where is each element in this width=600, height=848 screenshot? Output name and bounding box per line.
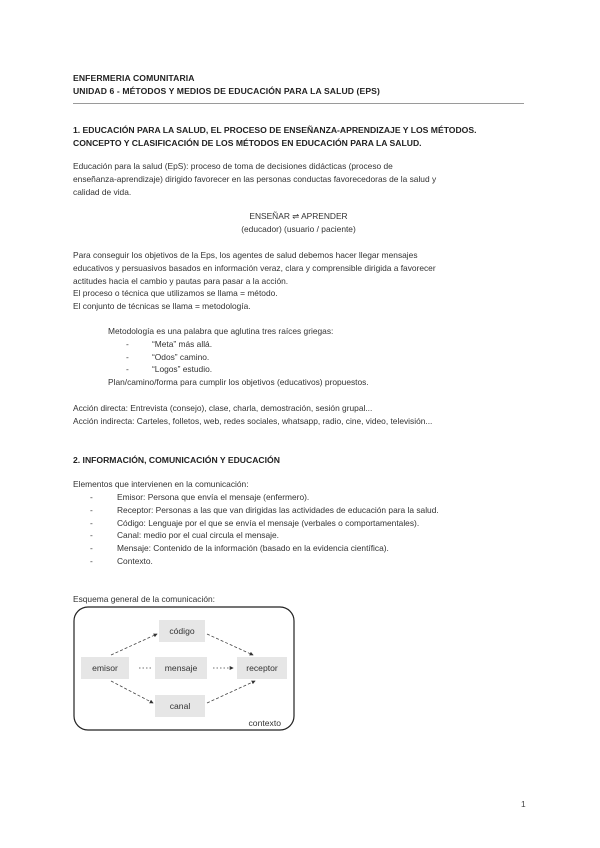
arrow-canal-receptor xyxy=(207,681,255,703)
eps-definition xyxy=(73,160,533,198)
teach-learn-formula xyxy=(73,210,524,236)
root-text: “Meta” más allá. xyxy=(152,338,213,349)
text-line: educativos y persuasivos basados en información veraz, clara y comprensible dirigida a favorecer xyxy=(73,262,436,273)
section2-title: 2. INFORMACIÓN, COMUNICACIÓN Y EDUCACIÓN xyxy=(73,455,280,465)
document-header xyxy=(73,72,380,98)
list-item: - Canal: medio por el cual circula el mensaje. xyxy=(90,530,279,541)
text-line: Educación para la salud (EpS): proceso de toma de decisiones didácticas (proceso de xyxy=(73,161,393,171)
list-item: - “Odos” camino. xyxy=(126,351,210,362)
communication-diagram xyxy=(73,606,295,731)
arrow-emisor-codigo xyxy=(111,634,157,655)
page-number: 1 xyxy=(521,799,526,809)
codigo-label: código xyxy=(169,626,195,636)
element-text: Canal: medio por el cual circula el mensaje. xyxy=(117,530,279,541)
canal-label: canal xyxy=(169,701,191,711)
methodology-block xyxy=(108,325,528,389)
communication-elements-list xyxy=(90,491,530,568)
receptor-label: receptor xyxy=(246,663,278,673)
diagram-title: Esquema general de la comunicación: xyxy=(73,594,215,604)
greek-roots-list xyxy=(108,338,528,376)
list-item: - Mensaje: Contenido de la información (basado en la evidencia científica). xyxy=(90,543,389,554)
methodology-outro: Plan/camino/forma para cumplir los objetivos (educativos) propuestos. xyxy=(108,377,369,388)
section1-title-line: CONCEPTO Y CLASIFICACIÓN DE LOS MÉTODOS EN EDUCACIÓN PARA LA SALUD. xyxy=(73,138,422,148)
text-line: El proceso o técnica que utilizamos se llama = método. xyxy=(73,288,278,299)
list-item: - Código: Lenguaje por el que se envía el mensaje (verbales o comportamentales). xyxy=(90,517,420,528)
contexto-label: contexto xyxy=(248,718,281,728)
element-text: Código: Lenguaje por el que se envía el mensaje (verbales o comportamentales). xyxy=(117,517,420,528)
emisor-label: emisor xyxy=(92,663,118,673)
text-line: El conjunto de técnicas se llama = metodología. xyxy=(73,301,251,312)
root-text: “Logos” estudio. xyxy=(152,364,213,375)
text-line: enseñanza-aprendizaje) dirigido favorecer en las personas conductas favorecedoras de la salud y xyxy=(73,173,437,184)
list-item: - “Meta” más allá. xyxy=(126,338,213,349)
mensaje-label: mensaje xyxy=(164,663,198,673)
formula-line: ENSEÑAR ⇌ APRENDER xyxy=(249,211,348,221)
list-item: - Contexto. xyxy=(90,555,153,566)
header-divider xyxy=(73,103,524,104)
list-item: - Emisor: Persona que envía el mensaje (enfermero). xyxy=(90,492,310,502)
text-line: actitudes hacia el cambio y pautas para pasar a la acción. xyxy=(73,275,289,286)
unit-title: UNIDAD 6 - MÉTODOS Y MEDIOS DE EDUCACIÓN PARA LA SALUD (EPS) xyxy=(73,86,380,96)
element-text: Contexto. xyxy=(117,555,153,566)
element-text: Receptor: Personas a las que van dirigidas las actividades de educación para la salud. xyxy=(117,504,439,515)
methodology-intro: Metodología es una palabra que aglutina tres raíces griegas: xyxy=(108,326,334,336)
actions-block xyxy=(73,402,533,428)
formula-roles: (educador) (usuario / paciente) xyxy=(241,223,356,234)
list-item: - Receptor: Personas a las que van dirigidas las actividades de educación para la salud. xyxy=(90,504,439,515)
root-text: “Odos” camino. xyxy=(152,351,210,362)
section1-title xyxy=(73,124,533,150)
text-line: Para conseguir los objetivos de la Eps, los agentes de salud debemos hacer llegar mensajes xyxy=(73,250,418,260)
arrow-codigo-receptor xyxy=(207,634,253,655)
elements-intro: Elementos que intervienen en la comunicación: xyxy=(73,479,249,489)
arrow-emisor-canal xyxy=(111,681,153,703)
list-item: - “Logos” estudio. xyxy=(126,364,213,375)
eps-objectives-paragraph xyxy=(73,249,533,313)
indirect-action: Acción indirecta: Carteles, folletos, web, redes sociales, whatsapp, radio, cine, video, televisión... xyxy=(73,415,433,426)
element-text: Emisor: Persona que envía el mensaje (enfermero). xyxy=(117,492,310,502)
course-title: ENFERMERIA COMUNITARIA xyxy=(73,73,195,83)
direct-action: Acción directa: Entrevista (consejo), clase, charla, demostración, sesión grupal... xyxy=(73,403,373,413)
text-line: calidad de vida. xyxy=(73,186,132,197)
element-text: Mensaje: Contenido de la información (basado en la evidencia científica). xyxy=(117,543,389,554)
section1-title-line: 1. EDUCACIÓN PARA LA SALUD, EL PROCESO DE ENSEÑANZA-APRENDIZAJE Y LOS MÉTODOS. xyxy=(73,125,477,135)
